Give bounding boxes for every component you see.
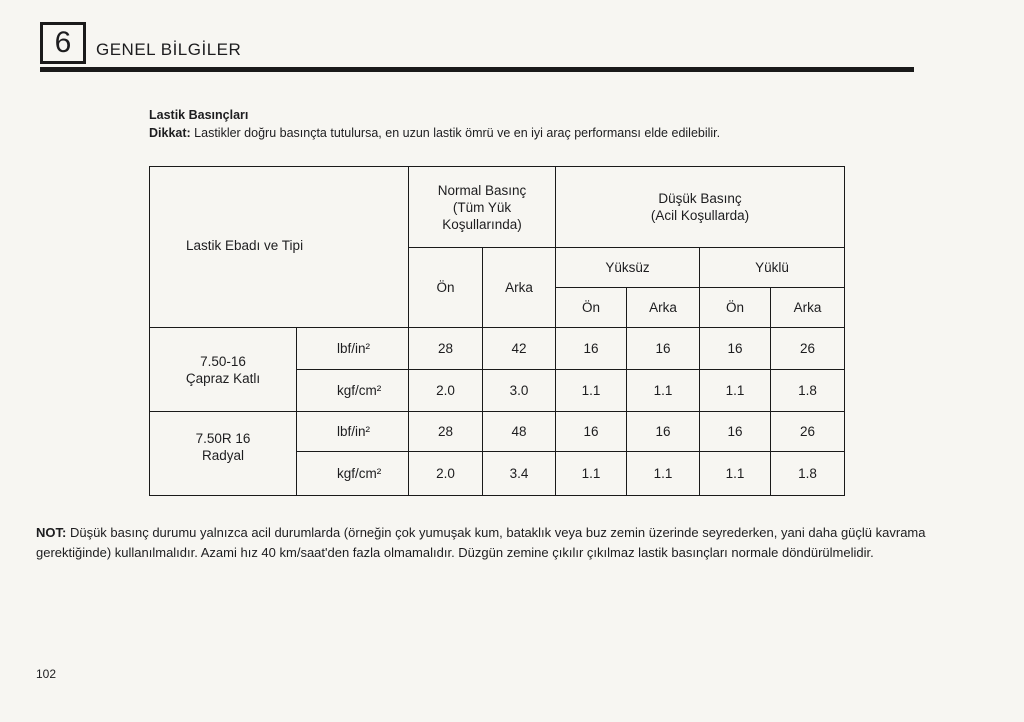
header-tire-size-type-label: Lastik Ebadı ve Tipi (186, 237, 304, 253)
value-cell (626, 369, 700, 412)
header-low-pressure (555, 166, 845, 248)
header-normal-pressure-label: Normal Basınç (Tüm Yük Koşullarında) (437, 182, 527, 232)
value: 28 (437, 424, 454, 439)
unit-label: lbf/in² (337, 341, 371, 356)
header-loaded (699, 247, 845, 288)
header-unloaded-rear-label: Arka (649, 300, 677, 315)
value-cell (482, 369, 556, 412)
header-normal-pressure (408, 166, 556, 248)
value: 26 (799, 424, 816, 439)
tire-pressure-table (149, 166, 845, 496)
value: 1.1 (581, 466, 601, 481)
value-cell (482, 411, 556, 452)
header-loaded-front (699, 287, 771, 328)
value: 1.1 (725, 466, 745, 481)
value-cell (408, 411, 483, 452)
header-unloaded-front-label: Ön (581, 300, 600, 315)
value-cell (699, 411, 771, 452)
section-title: Lastik Basınçları (149, 108, 249, 122)
header-loaded-rear (770, 287, 845, 328)
caution-text (149, 124, 720, 142)
header-unloaded-rear (626, 287, 700, 328)
value-cell (555, 327, 627, 370)
header-tire-size-type (149, 166, 409, 328)
value: 1.1 (653, 383, 673, 398)
value: 42 (511, 341, 527, 356)
header-unloaded-front (555, 287, 627, 328)
header-loaded-front-label: Ön (725, 300, 744, 315)
caution-label: Dikkat: (149, 126, 191, 140)
header-loaded-label: Yüklü (755, 260, 789, 275)
value-cell (482, 451, 556, 496)
chapter-title: GENEL BİLGİLER (96, 40, 242, 59)
value-cell (626, 451, 700, 496)
value: 16 (583, 341, 599, 356)
unit-label: kgf/cm² (337, 383, 382, 398)
header-normal-rear-label: Arka (505, 280, 533, 295)
value: 3.4 (509, 466, 529, 481)
value-cell (555, 451, 627, 496)
value-cell (699, 369, 771, 412)
tire-name-cell (149, 411, 297, 496)
value: 16 (727, 424, 743, 439)
header-normal-front (408, 247, 483, 328)
value: 1.1 (653, 466, 673, 481)
value: 1.8 (798, 383, 817, 398)
intro-section (149, 106, 720, 142)
value: 26 (799, 341, 816, 356)
header-loaded-rear-label: Arka (793, 300, 822, 315)
page-number: 102 (36, 667, 57, 681)
tire-name-cell (149, 327, 297, 412)
tire-name: 7.50R 16 Radyal (195, 430, 251, 463)
header-unloaded-label: Yüksüz (605, 260, 650, 275)
unit-cell (296, 369, 409, 412)
chapter-rule (40, 67, 914, 72)
value: 48 (511, 424, 527, 439)
value: 1.1 (581, 383, 601, 398)
value-cell (482, 327, 556, 370)
value-cell (626, 327, 700, 370)
value-cell (699, 327, 771, 370)
value-cell (408, 451, 483, 496)
value-cell (770, 411, 845, 452)
value-cell (770, 327, 845, 370)
value-cell (770, 369, 845, 412)
chapter-number: 6 (54, 26, 72, 59)
value: 16 (583, 424, 599, 439)
value: 1.8 (798, 466, 817, 481)
value-cell (408, 327, 483, 370)
header-unloaded (555, 247, 700, 288)
unit-cell (296, 327, 409, 370)
note-text: Düşük basınç durumu yalnızca acil durumlarda (örneğin çok yumuşak kum, bataklık veya buz zemin üzerinde seyrederken, yani daha güçlü kavrama gerektiğinde) kullanılmalıdır. Azami hız 40 km/saat'den fazla olmamalıdır. Düzgün zemine çıkılır çıkılmaz lastik basınçları normale döndürülmelidir. (36, 525, 926, 560)
chapter-number-box (40, 22, 86, 64)
value-cell (770, 451, 845, 496)
note-section (36, 523, 936, 563)
value-cell (555, 411, 627, 452)
value: 16 (727, 341, 743, 356)
value: 2.0 (436, 383, 455, 398)
value: 2.0 (436, 466, 455, 481)
unit-label: kgf/cm² (337, 466, 382, 481)
unit-cell (296, 411, 409, 452)
value: 3.0 (509, 383, 529, 398)
value: 1.1 (725, 383, 745, 398)
header-low-pressure-label: Düşük Basınç (Acil Koşullarda) (650, 191, 750, 223)
caution-body: Lastikler doğru basınçta tutulursa, en uzun lastik ömrü ve en iyi araç performansı elde edilebilir. (190, 126, 721, 140)
header-normal-front-label: Ön (436, 280, 455, 295)
value: 16 (655, 424, 671, 439)
note-label: NOT: (36, 525, 67, 540)
header-normal-rear (482, 247, 556, 328)
value-cell (408, 369, 483, 412)
value-cell (555, 369, 627, 412)
value-cell (699, 451, 771, 496)
unit-label: lbf/in² (337, 424, 371, 439)
unit-cell (296, 451, 409, 496)
tire-name: 7.50-16 Çapraz Katlı (185, 353, 261, 386)
value: 28 (437, 341, 454, 356)
value-cell (626, 411, 700, 452)
value: 16 (655, 341, 671, 356)
